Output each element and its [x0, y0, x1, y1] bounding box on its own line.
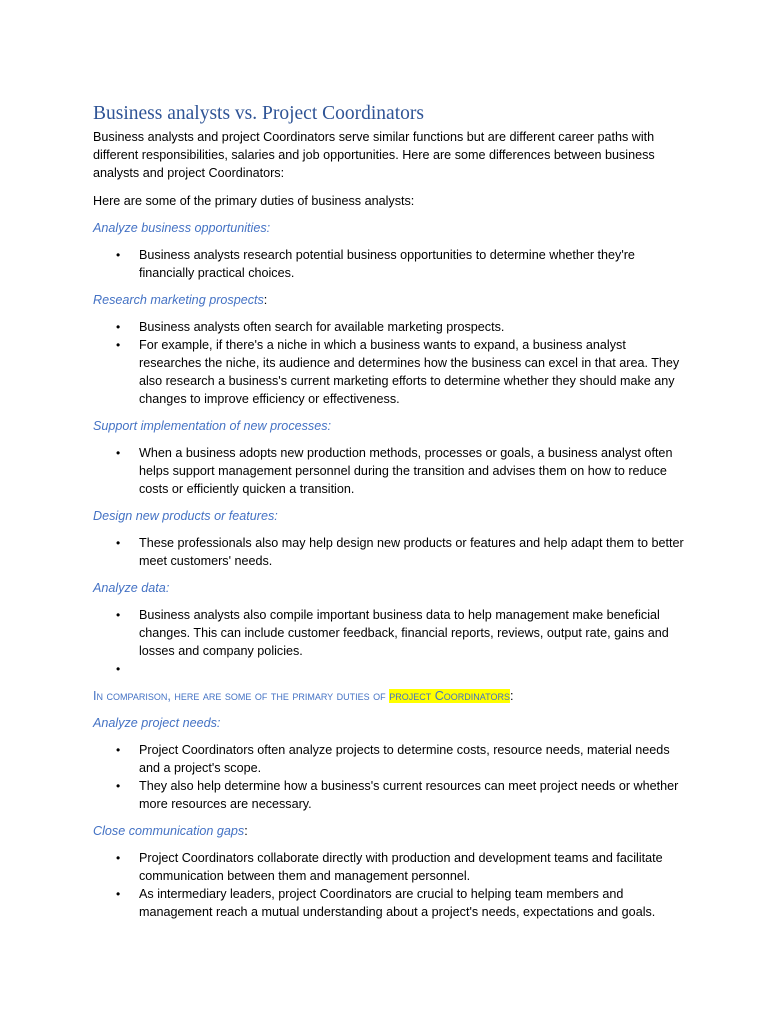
bullet-icon: •: [116, 248, 121, 262]
section-heading-text: Close communication gaps: [93, 824, 245, 838]
section-heading: [93, 822, 688, 840]
list-item: [116, 318, 688, 336]
list-item: [116, 741, 688, 777]
intro-paragraph: Business analysts and project Coordinators serve similar functions but are different career paths with different responsibilities, salaries and job opportunities. Here are some differences between business analysts and project Coordinators:: [93, 130, 655, 180]
list-item-text: Business analysts also compile important business data to help management make beneficial changes. This can include customer feedback, financial reports, reviews, output rate, gains and losses and company policies.: [139, 608, 669, 658]
list-item: [116, 336, 688, 408]
bullet-list: [93, 246, 688, 282]
list-item-text: They also help determine how a business's current resources can meet project needs or whether more resources are necessary.: [139, 779, 679, 811]
bullet-icon: •: [116, 536, 121, 550]
list-item-text: These professionals also may help design new products or features and help adapt them to better meet customers' needs.: [139, 536, 684, 568]
bullet-list: [93, 318, 688, 408]
bullet-icon: •: [116, 887, 121, 901]
page-title: Business analysts vs. Project Coordinators: [93, 103, 424, 124]
bullet-icon: •: [116, 608, 121, 622]
list-item-text: For example, if there's a niche in which a business wants to expand, a business analyst researches the niche, its audience and determines how the business can excel in that area. They also research a business's current marketing efforts to determine whether they should make any changes to improve efficiency or effectiveness.: [139, 338, 680, 406]
business-analyst-duties: [93, 219, 688, 678]
bullet-icon: •: [116, 743, 121, 757]
bullet-icon: •: [116, 851, 121, 865]
pc-lead-colon: :: [509, 689, 514, 703]
list-item-text: As intermediary leaders, project Coordinators are crucial to helping team members and management reach a mutual understanding about a project's needs, expectations and goals.: [139, 887, 656, 919]
list-item: [116, 246, 688, 282]
section-heading-text: Analyze business opportunities:: [93, 221, 271, 235]
bullet-icon: •: [116, 662, 121, 676]
list-item-text: When a business adopts new production methods, processes or goals, a business analyst often helps support management personnel during the transition and advises them on how to reduce costs or efficiently quicken a transition.: [139, 446, 673, 496]
section-heading: [93, 714, 688, 732]
section-heading-text: Research marketing prospects: [93, 293, 264, 307]
section-heading: [93, 507, 688, 525]
list-item: [116, 534, 688, 570]
pc-lead-heading: [93, 687, 688, 705]
bullet-icon: •: [116, 320, 121, 334]
list-item-text: Business analysts research potential business opportunities to determine whether they're financially practical choices.: [139, 248, 635, 280]
list-item-text: Business analysts often search for available marketing prospects.: [139, 320, 505, 334]
section-heading-colon: :: [244, 824, 248, 838]
project-coordinator-duties: [93, 714, 688, 921]
section-heading-text: Analyze project needs:: [93, 716, 221, 730]
list-item-text: Project Coordinators often analyze projects to determine costs, resource needs, material needs and a project's scope.: [139, 743, 670, 775]
list-item: [116, 606, 688, 660]
bullet-list: [93, 534, 688, 570]
section-heading-colon: :: [263, 293, 268, 307]
list-item: [116, 885, 688, 921]
bullet-list: [93, 849, 688, 921]
bullet-icon: •: [116, 446, 121, 460]
section-heading-text: Analyze data:: [93, 581, 170, 595]
section-heading-text: Design new products or features:: [93, 509, 278, 523]
ba-lead-paragraph: Here are some of the primary duties of business analysts:: [93, 194, 415, 208]
section-heading: [93, 417, 688, 435]
list-item: [116, 444, 688, 498]
bullet-list: [93, 606, 688, 678]
list-item: [116, 849, 688, 885]
list-item: [116, 660, 688, 678]
list-item-text: Project Coordinators collaborate directly with production and development teams and facilitate communication between them and management personnel.: [139, 851, 663, 883]
section-heading: [93, 291, 688, 309]
section-heading: [93, 579, 688, 597]
list-item: [116, 777, 688, 813]
bullet-list: [93, 444, 688, 498]
pc-lead-highlight: project Coordinators: [389, 689, 510, 703]
pc-lead-text: In comparison, here are some of the primary duties of: [93, 689, 390, 703]
bullet-icon: •: [116, 779, 121, 793]
section-heading-text: Support implementation of new processes:: [93, 419, 332, 433]
bullet-list: [93, 741, 688, 813]
section-heading: [93, 219, 688, 237]
bullet-icon: •: [116, 338, 121, 352]
